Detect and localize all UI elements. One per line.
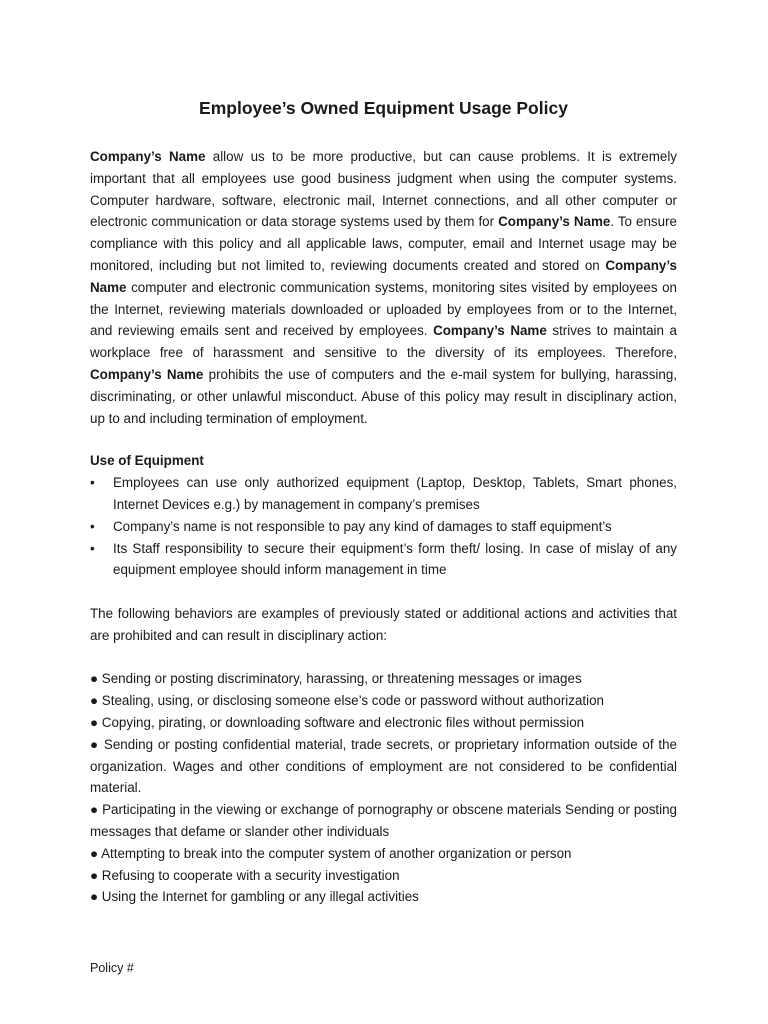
list-item: ● Sending or posting confidential material, trade secrets, or proprietary information outside of the organization. Wages and other conditions of employment are not considered to be confidential material. [90, 736, 677, 796]
intro-text-4: strives to maintain a workplace free of harassment and sensitive to the diversity of its employees. Therefore, [90, 323, 677, 361]
intro-text-3: computer and electronic communication systems, monitoring sites visited by employees on the Internet, reviewing materials downloaded or uploaded by employees from or to the Internet, and reviewing emails sent and received by employees. [90, 279, 677, 339]
equipment-bullet-list [90, 472, 677, 581]
list-item-text: Employees can use only authorized equipment (Laptop, Desktop, Tablets, Smart phones, Internet Devices e.g.) by management in company’s premises [113, 475, 677, 512]
intro-paragraph [90, 146, 677, 429]
intro-text-1: allow us to be more productive, but can cause problems. It is extremely important that all employees use good business judgment when using the computer systems. Computer hardware, software, electronic mail, Internet connections, and all other computer or electronic communication or data storage systems used by them for [90, 149, 677, 230]
bullet-icon: • [90, 540, 95, 556]
list-item: ● Participating in the viewing or exchange of pornography or obscene materials Sending or posting messages that defame or slander other individuals [90, 802, 677, 839]
intro-text-5: prohibits the use of computers and the e-mail system for bullying, harassing, discriminating, or other unlawful misconduct. Abuse of this policy may result in disciplinary action, up to and including termination of employment. [90, 366, 677, 426]
list-item-text: Company’s name is not responsible to pay any kind of damages to staff equipment’s [113, 518, 612, 534]
company-name-placeholder: Company’s Name [90, 257, 677, 295]
list-item [90, 472, 677, 516]
list-item [90, 516, 677, 538]
list-item: ● Stealing, using, or disclosing someone else’s code or password without authorization [90, 693, 604, 709]
list-item: ● Copying, pirating, or downloading software and electronic files without permission [90, 714, 585, 730]
company-name-placeholder: Company’s Name [498, 214, 611, 230]
list-item: ● Using the Internet for gambling or any illegal activities [90, 889, 419, 905]
blank-line [90, 647, 677, 669]
company-name-placeholder: Company’s Name [433, 323, 547, 339]
company-name-placeholder: Company’s Name [90, 149, 206, 164]
list-item-text: Its Staff responsibility to secure their equipment’s form theft/ losing. In case of mislay of any equipment employee should inform management in time [113, 540, 677, 578]
document-body [90, 96, 677, 908]
bullet-icon: • [90, 475, 95, 491]
list-item [90, 538, 677, 582]
prohibited-behaviors-list [90, 668, 677, 908]
behaviors-intro: The following behaviors are examples of previously stated or additional actions and activities that are prohibited and can result in disciplinary action: [90, 605, 677, 643]
bullet-icon: • [90, 518, 95, 534]
list-item: ● Attempting to break into the computer system of another organization or person [90, 845, 572, 861]
blank-line [90, 581, 677, 603]
use-of-equipment-heading: Use of Equipment [90, 453, 204, 469]
document-title: Employee’s Owned Equipment Usage Policy [199, 98, 568, 118]
list-item: ● Refusing to cooperate with a security investigation [90, 867, 400, 883]
intro-text-2: . To ensure compliance with this policy and all applicable laws, computer, email and Internet usage may be monitored, including but not limited to, reviewing documents created and stored on [90, 214, 677, 273]
company-name-placeholder: Company’s Name [90, 366, 204, 382]
page-footer: Policy # [90, 961, 134, 975]
list-item: ● Sending or posting discriminatory, harassing, or threatening messages or images [90, 671, 582, 687]
